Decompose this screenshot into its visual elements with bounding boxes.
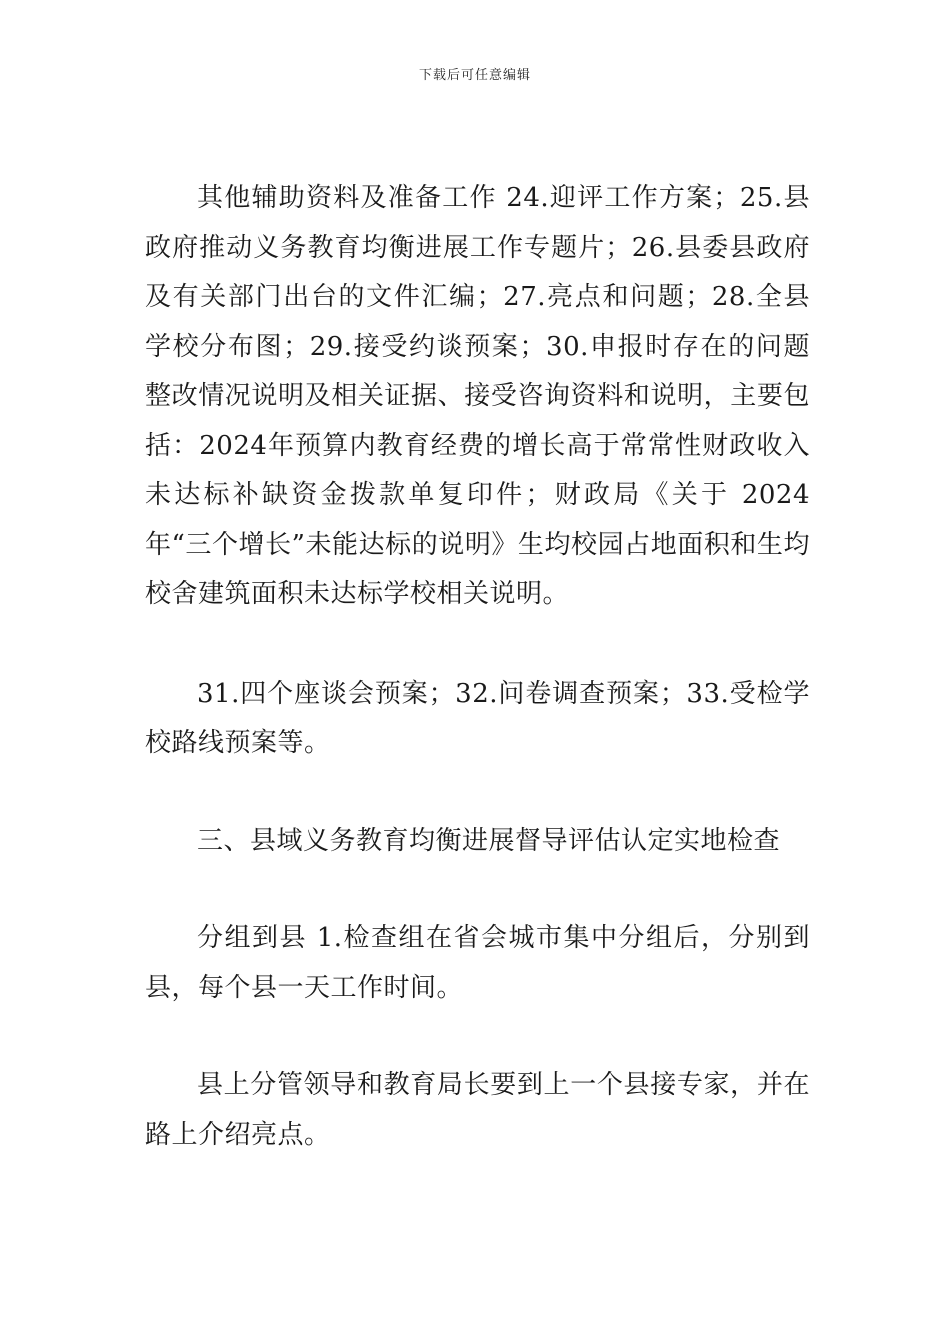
paragraph-supporting-materials: 其他辅助资料及准备工作 24.迎评工作方案；25.县政府推动义务教育均衡进展工作专题片；26.县委县政府及有关部门出台的文件汇编；27.亮点和问题；28.全县学校分布图；29.接受约谈预案；30.申报时存在的问题整改情况说明及相关证据、接受咨询资料和说明，主要包括：2024年预算内教育经费的增长高于常常性财政收入未达标补缺资金拨款单复印件；财政局《关于 2024 年“三个增长”未能达标的说明》生均校园占地面积和生均校舍建筑面积未达标学校相关说明。 [145,183,810,609]
section-heading-site-inspection: 三、县域义务教育均衡进展督导评估认定实地检查 [197,825,781,856]
paragraph-grouping: 分组到县 1.检查组在省会城市集中分组后，分别到县，每个县一天工作时间。 [145,923,810,1003]
paragraph-reception: 县上分管领导和教育局长要到上一个县接专家，并在路上介绍亮点。 [145,1070,810,1150]
document-body [145,174,810,1160]
page-header: 下载后可任意编辑 [418,68,531,83]
paragraph-plans: 31.四个座谈会预案；32.问卷调查预案；33.受检学校路线预案等。 [145,678,810,758]
